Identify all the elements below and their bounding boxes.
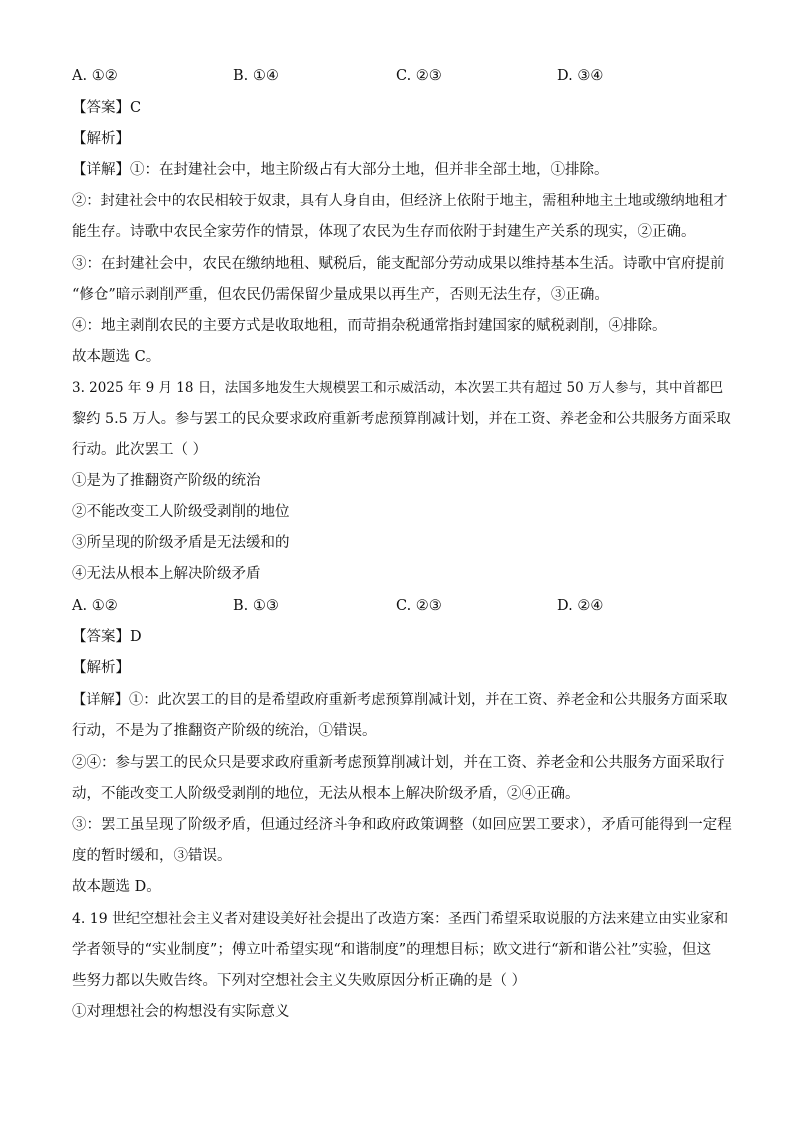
- q3-stem-line: 行动。此次罢工（ ）: [72, 442, 208, 458]
- q2-detail-line: ③：在封建社会中，农民在缴纳地租、赋税后，能支配部分劳动成果以维持基本生活。诗歌中官府提前: [72, 256, 725, 272]
- q2-detail-line: “修仓”暗示剥削严重，但农民仍需保留少量成果以再生产，否则无法生存，③正确。: [72, 287, 609, 303]
- q4-stem-line: 4. 19 世纪空想社会主义者对建设美好社会提出了改造方案：圣西门希望采取说服的方法来建立由实业家和: [72, 911, 729, 927]
- q3-choice: ②不能改变工人阶级受剥削的地位: [72, 504, 290, 520]
- q2-answer: 【答案】C: [72, 100, 142, 116]
- q2-option-b: B. ①④: [233, 68, 279, 84]
- q3-detail-line: ③：罢工虽呈现了阶级矛盾，但通过经济斗争和政府政策调整（如回应罢工要求），矛盾可能得到一定程: [72, 817, 732, 833]
- q4-stem-line: 学者领导的“实业制度”；傅立叶希望实现“和谐制度”的理想目标；欧文进行“新和谐公社”实验，但这: [72, 942, 711, 958]
- q3-stem-line: 黎约 5.5 万人。参与罢工的民众要求政府重新考虑预算削减计划，并在工资、养老金和公共服务方面采取: [72, 411, 731, 427]
- q2-detail-line: 【详解】①：在封建社会中，地主阶级占有大部分土地，但并非全部土地，①排除。: [72, 162, 609, 178]
- q3-detail-line: ②④：参与罢工的民众只是要求政府重新考虑预算削减计划，并在工资、养老金和公共服务方面采取行: [72, 755, 725, 771]
- q2-option-d: D. ③④: [557, 68, 604, 84]
- q3-detail-line: 动，不能改变工人阶级受剥削的地位，无法从根本上解决阶级矛盾，②④正确。: [72, 786, 580, 802]
- q2-option-a: A. ①②: [72, 68, 118, 84]
- q3-option-c: C. ②③: [396, 598, 442, 614]
- q3-detail-line: 行动，不是为了推翻资产阶级的统治，①错误。: [72, 723, 377, 739]
- q3-stem-line: 3. 2025 年 9 月 18 日，法国多地发生大规模罢工和示威活动，本次罢工共有超过 50 万人参与，其中首都巴: [72, 380, 724, 396]
- q3-option-d: D. ②④: [557, 598, 604, 614]
- q2-detail-line: ④：地主剥削农民的主要方式是收取地租，而苛捐杂税通常指封建国家的赋税剥削，④排除。: [72, 318, 667, 334]
- q3-detail-line: 度的暂时缓和，③错误。: [72, 848, 232, 864]
- q4-choice: ①对理想社会的构想没有实际意义: [72, 1004, 290, 1020]
- q4-stem-line: 些努力都以失败告终。下列对空想社会主义失败原因分析正确的是（ ）: [72, 973, 527, 989]
- q2-detail-line: ②：封建社会中的农民相较于奴隶，具有人身自由，但经济上依附于地主，需租种地主土地或缴纳地租才: [72, 193, 728, 209]
- q3-option-a: A. ①②: [72, 598, 118, 614]
- q2-option-c: C. ②③: [396, 68, 442, 84]
- q3-analysis-heading: 【解析】: [72, 660, 130, 676]
- q3-choice: ③所呈现的阶级矛盾是无法缓和的: [72, 535, 290, 551]
- q3-conclusion: 故本题选 D。: [72, 879, 161, 895]
- q2-conclusion: 故本题选 C。: [72, 349, 161, 365]
- q3-choice: ①是为了推翻资产阶级的统治: [72, 473, 261, 489]
- q3-choice: ④无法从根本上解决阶级矛盾: [72, 566, 261, 582]
- q2-detail-line: 能生存。诗歌中农民全家劳作的情景，体现了农民为生存而依附于封建生产关系的现实，②正确。: [72, 224, 696, 240]
- q2-analysis-heading: 【解析】: [72, 131, 130, 147]
- q3-option-b: B. ①③: [233, 598, 279, 614]
- q3-detail-line: 【详解】①：此次罢工的目的是希望政府重新考虑预算削减计划，并在工资、养老金和公共服务方面采取: [72, 692, 728, 708]
- q3-answer: 【答案】D: [72, 629, 142, 645]
